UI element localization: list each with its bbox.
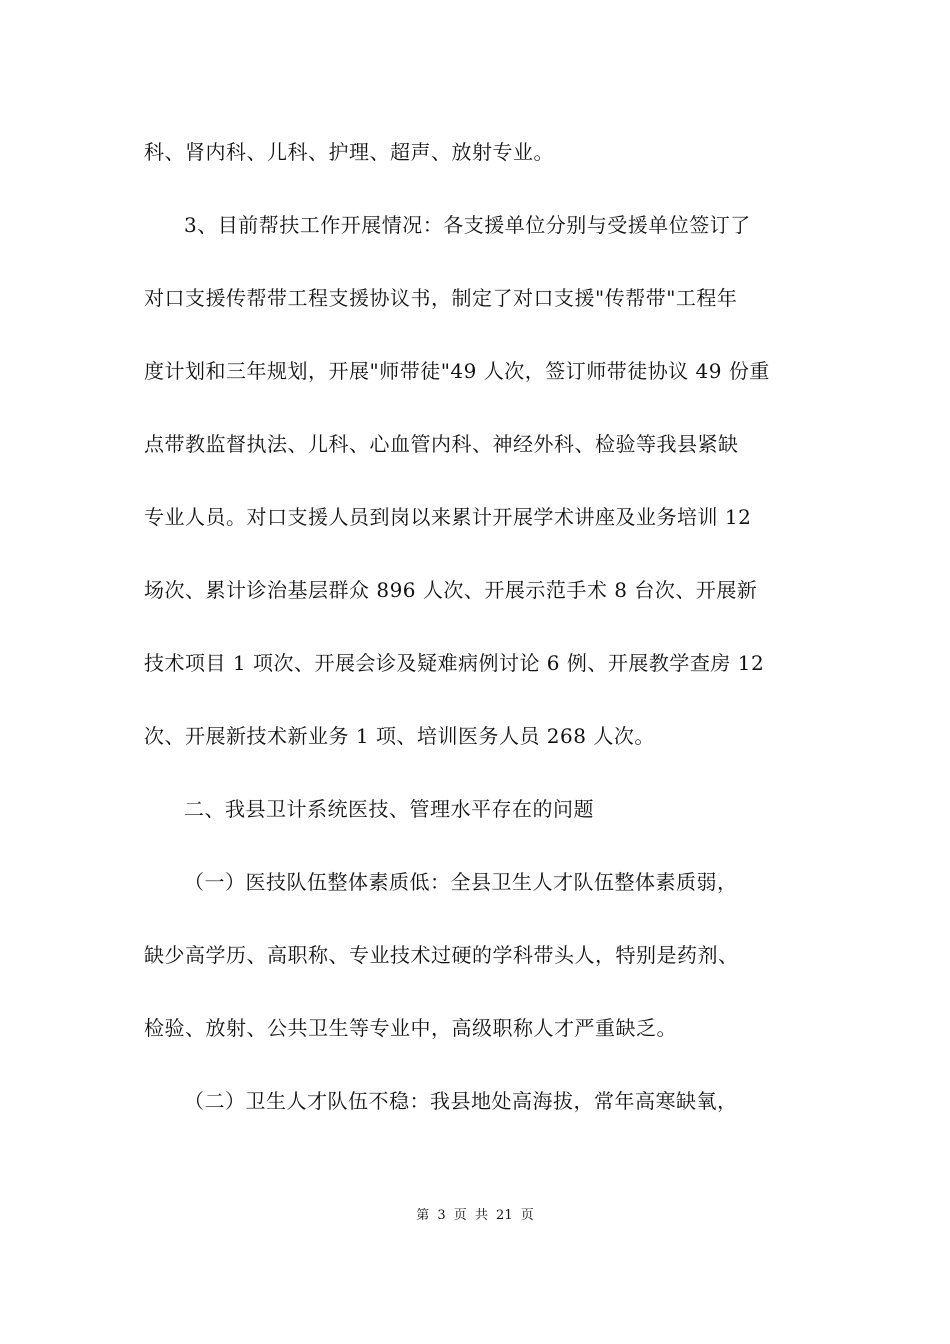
text-line-13: 检验、放射、公共卫生等专业中，高级职称人才严重缺乏。 <box>144 1016 677 1040</box>
text-line-8: 技术项目 1 项次、开展会诊及疑难病例讨论 6 例、开展教学查房 12 <box>144 651 765 675</box>
text-line-5: 点带教监督执法、儿科、心血管内科、神经外科、检验等我县紧缺 <box>144 432 739 456</box>
text-line-11: （一）医技队伍整体素质低：全县卫生人才队伍整体素质弱， <box>184 870 738 894</box>
text-line-4: 度计划和三年规划，开展"师带徒"49 人次，签订师带徒协议 49 份重 <box>144 359 770 383</box>
text-line-7: 场次、累计诊治基层群众 896 人次、开展示范手术 8 台次、开展新 <box>144 578 758 602</box>
text-line-1: 科、肾内科、儿科、护理、超声、放射专业。 <box>144 140 554 164</box>
text-line-6: 专业人员。对口支援人员到岗以来累计开展学术讲座及业务培训 12 <box>144 505 752 529</box>
text-line-14: （二）卫生人才队伍不稳：我县地处高海拔，常年高寒缺氧， <box>184 1089 738 1113</box>
text-line-9: 次、开展新技术新业务 1 项、培训医务人员 268 人次。 <box>144 724 655 748</box>
text-line-2: 3、目前帮扶工作开展情况：各支援单位分别与受援单位签订了 <box>184 213 751 237</box>
page-number-footer: 第 3 页 共 21 页 <box>416 1208 534 1223</box>
text-line-12: 缺少高学历、高职称、专业技术过硬的学科带头人，特别是药剂、 <box>144 943 739 967</box>
section-heading: 二、我县卫计系统医技、管理水平存在的问题 <box>184 797 594 821</box>
text-line-3: 对口支援传帮带工程支援协议书，制定了对口支援"传帮带"工程年 <box>144 286 738 310</box>
